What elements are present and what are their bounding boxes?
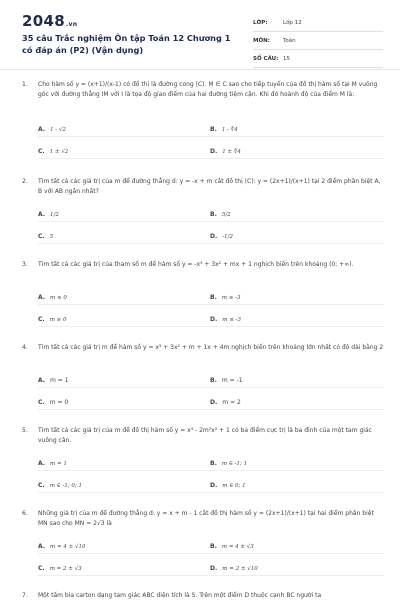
question-1 <box>22 80 384 100</box>
option-d[interactable]: D. m ∈ 0; 1 <box>210 482 246 489</box>
question-number: 5. <box>22 427 28 434</box>
question-1-options <box>38 126 384 170</box>
question-3 <box>22 260 384 270</box>
meta-class-label: LỚP: <box>253 19 268 26</box>
question-number: 2. <box>22 178 28 185</box>
question-text: Tìm tất cả các giá trị của m để đường thẳng d: y = -x + m cắt đồ thị (C): y = (2x+1)/(x+1) tại 2 điểm phân biệt A, B với AB ngắn nhất? <box>38 178 381 195</box>
meta-subject-label: MÔN: <box>253 37 270 44</box>
option-a[interactable]: A. 1/2 <box>38 211 59 218</box>
meta-class-row <box>253 14 383 32</box>
option-c[interactable]: C. m = 0 <box>38 399 69 406</box>
option-c[interactable]: C. m ∈ -1; 0; 1 <box>38 482 83 489</box>
question-4-options <box>38 377 384 421</box>
option-a[interactable]: A. m = 1 <box>38 377 69 384</box>
meta-subject-row <box>253 32 383 50</box>
option-d[interactable]: D. m ≤ -3 <box>210 316 241 323</box>
question-text: Tìm tất cả các giá trị của m để đồ thị hàm số y = x⁴ - 2m²x² + 1 có ba điểm cực trị là ba đỉnh của một tam giác vuông cân. <box>38 427 372 444</box>
meta-subject-value: Toán <box>283 37 296 44</box>
meta-count-value: 15 <box>283 55 290 62</box>
question-number: 4. <box>22 344 28 351</box>
question-number: 7. <box>22 592 28 599</box>
document-meta <box>253 14 383 68</box>
meta-count-label: SỐ CÂU: <box>253 55 279 62</box>
question-4 <box>22 343 384 353</box>
question-text: Một tấm bìa carton dạng tam giác ABC diện tích là S. Trên một điểm D thuộc cạnh BC người ta <box>38 592 322 599</box>
option-a[interactable]: A. 1 - √2 <box>38 126 66 133</box>
question-number: 3. <box>22 261 28 268</box>
option-b[interactable]: B. 5/2 <box>210 211 231 218</box>
question-text: Tìm tất cả các giá trị của tham số m để hàm số y = -x³ + 3x² + mx + 1 nghịch biến trên khoảng (0; +∞). <box>38 261 354 268</box>
option-c[interactable]: C. m = 2 ± √3 <box>38 565 82 572</box>
option-a[interactable]: A. m = 1 <box>38 460 67 467</box>
question-6-options <box>38 543 384 587</box>
question-3-options <box>38 294 384 338</box>
meta-count-row <box>253 50 383 68</box>
meta-class-value: Lớp 12 <box>283 19 302 26</box>
header-divider <box>0 69 400 70</box>
option-d[interactable]: D. m = 2 ± √10 <box>210 565 258 572</box>
option-b[interactable]: B. m = -1 <box>210 377 243 384</box>
question-5 <box>22 426 384 446</box>
question-2-options <box>38 211 384 255</box>
logo-suffix: .vn <box>65 21 78 28</box>
option-a[interactable]: A. m ≤ 0 <box>38 294 67 301</box>
site-logo[interactable] <box>22 12 77 30</box>
option-b[interactable]: B. m ≥ -3 <box>210 294 241 301</box>
logo-text: 2048 <box>22 12 65 30</box>
option-c[interactable]: C. 5 <box>38 233 54 240</box>
option-b[interactable]: B. 1 - ∜4 <box>210 126 238 133</box>
question-number: 6. <box>22 510 28 517</box>
question-number: 1. <box>22 81 28 88</box>
document-title: 35 câu Trắc nghiệm Ôn tập Toán 12 Chương 1 có đáp án (P2) (Vận dụng) <box>22 33 231 55</box>
option-c[interactable]: C. m ≥ 0 <box>38 316 67 323</box>
option-d[interactable]: D. m = 2 <box>210 399 241 406</box>
question-text: Những giá trị của m để đường thẳng d: y = x + m - 1 cắt đồ thị hàm số y = (2x+1)/(x+1) tại hai điểm phân biệt MN sao cho MN = 2√3 là <box>38 510 374 527</box>
question-6 <box>22 509 384 529</box>
question-text: Tìm tất cả các giá trị m để hàm số y = x³ + 3x² + m + 1x + 4m nghịch biến trên khoảng lớn nhất có độ dài bằng 2 <box>38 344 384 351</box>
option-c[interactable]: C. 1 ± √2 <box>38 148 69 155</box>
option-b[interactable]: B. m ∈ -1; 1 <box>210 460 248 467</box>
option-d[interactable]: D. 1 ± ∜4 <box>210 148 241 155</box>
option-a[interactable]: A. m = 4 ± √10 <box>38 543 86 550</box>
option-d[interactable]: D. -1/2 <box>210 233 233 240</box>
option-b[interactable]: B. m = 4 ± √3 <box>210 543 254 550</box>
question-2 <box>22 177 384 197</box>
question-text: Cho hàm số y = (x+1)/(x-1) có đồ thị là đường cong (C). M ∈ C sao cho tiếp tuyến của đồ thị hàm số tại M vuông góc với đường thẳng IM với I là tọa độ giao điểm của hai đường tiệm cận. Khi đó hoành độ của điểm M là: <box>38 81 378 98</box>
question-5-options <box>38 460 384 504</box>
